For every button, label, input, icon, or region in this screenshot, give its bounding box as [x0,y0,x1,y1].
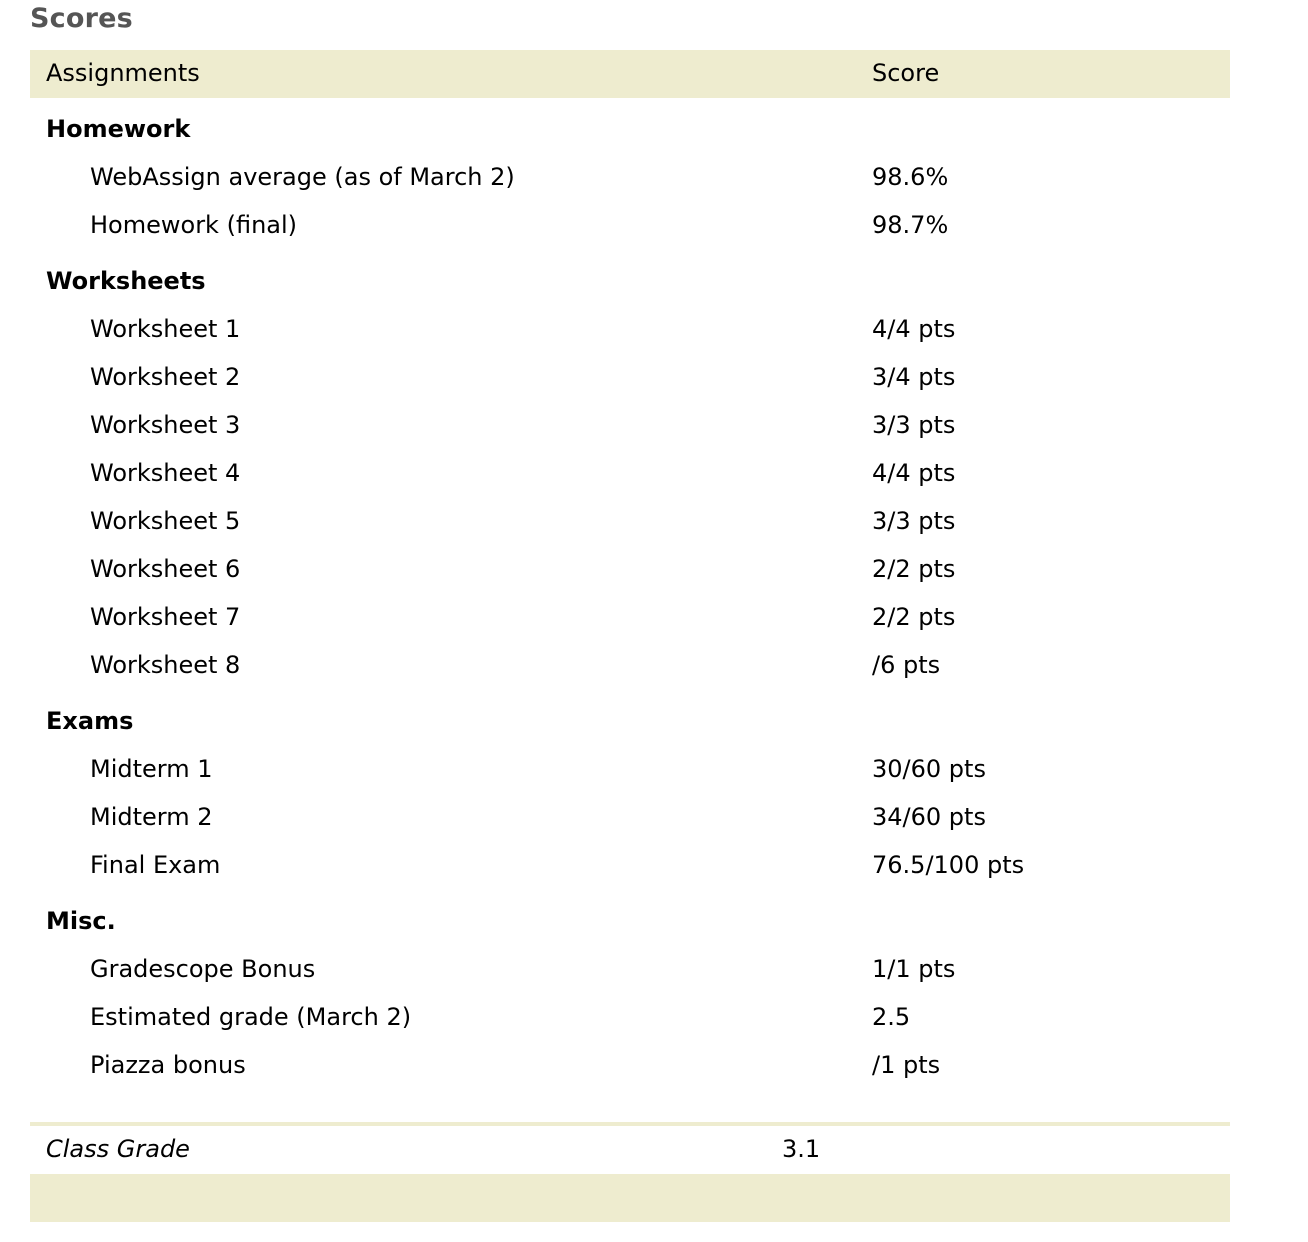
scores-table [30,50,1230,1090]
class-grade-value: 3.1 [782,1135,821,1163]
row-score: 3/3 pts [872,507,956,535]
row-name: Worksheet 8 [90,651,241,679]
class-grade-row [30,1128,1230,1174]
row-score: 30/60 pts [872,755,986,783]
row-score: 4/4 pts [872,315,956,343]
row-name: Worksheet 7 [90,603,241,631]
row-name: Worksheet 1 [90,315,241,343]
table-row [30,642,1230,690]
section-label: Homework [46,115,191,143]
table-row [30,842,1230,890]
row-name: WebAssign average (as of March 2) [90,163,515,191]
table-row [30,498,1230,546]
header-assignments: Assignments [46,59,200,87]
row-name: Midterm 1 [90,755,213,783]
table-row [30,202,1230,250]
table-row [30,354,1230,402]
section-worksheets [30,250,1230,306]
table-row [30,994,1230,1042]
row-score: 98.7% [872,211,949,239]
row-score: 1/1 pts [872,955,956,983]
row-score: 4/4 pts [872,459,956,487]
table-row [30,154,1230,202]
table-row [30,402,1230,450]
class-grade-label: Class Grade [46,1135,190,1163]
section-misc [30,890,1230,946]
row-score: 2/2 pts [872,603,956,631]
section-label: Worksheets [46,267,206,295]
table-row [30,306,1230,354]
row-score: /6 pts [872,651,941,679]
row-score: 98.6% [872,163,949,191]
table-row [30,594,1230,642]
table-row [30,450,1230,498]
row-score: 34/60 pts [872,803,986,831]
row-name: Worksheet 3 [90,411,241,439]
row-name: Estimated grade (March 2) [90,1003,412,1031]
table-divider [30,1122,1230,1126]
table-footer [30,1174,1230,1222]
table-row [30,794,1230,842]
row-name: Gradescope Bonus [90,955,316,983]
row-name: Worksheet 5 [90,507,241,535]
row-score: 3/4 pts [872,363,956,391]
row-name: Final Exam [90,851,221,879]
header-score: Score [872,59,940,87]
row-name: Worksheet 4 [90,459,241,487]
page-title: Scores [30,3,133,34]
row-name: Homework (final) [90,211,298,239]
row-name: Worksheet 2 [90,363,241,391]
table-row [30,546,1230,594]
row-score: 2.5 [872,1003,911,1031]
section-homework [30,98,1230,154]
row-name: Worksheet 6 [90,555,241,583]
table-row [30,946,1230,994]
row-score: 2/2 pts [872,555,956,583]
section-label: Misc. [46,907,116,935]
table-row [30,746,1230,794]
row-score: 3/3 pts [872,411,956,439]
row-score: /1 pts [872,1051,941,1079]
row-score: 76.5/100 pts [872,851,1025,879]
section-label: Exams [46,707,134,735]
table-row [30,1042,1230,1090]
row-name: Midterm 2 [90,803,213,831]
section-exams [30,690,1230,746]
table-header [30,50,1230,98]
row-name: Piazza bonus [90,1051,246,1079]
